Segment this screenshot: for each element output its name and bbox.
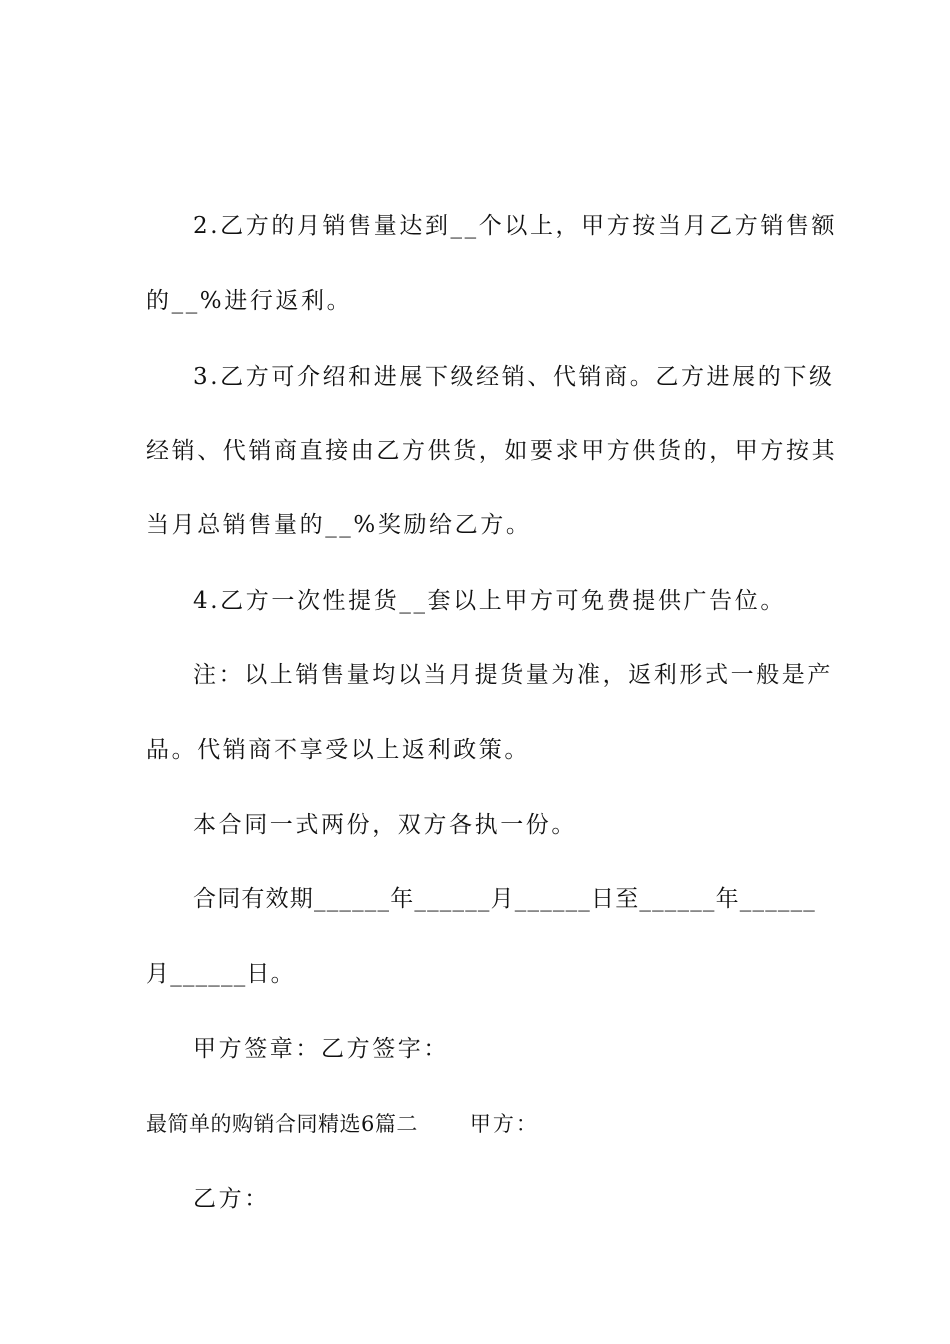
clause-3-line-2: 经销、代销商直接由乙方供货，如要求甲方供货的，甲方按其 [146,438,838,464]
party-a-label: 甲方： [469,1112,539,1136]
note-line-2: 品。代销商不享受以上返利政策。 [146,737,530,763]
validity-line-2: 月______日。 [146,961,295,987]
section-heading [146,1109,539,1139]
clause-3-line-3: 当月总销售量的__%奖励给乙方。 [146,512,532,538]
clause-2-line-2: 的__%进行返利。 [146,288,353,314]
copies-line: 本合同一式两份，双方各执一份。 [193,812,577,838]
note-line-1: 注：以上销售量均以当月提货量为准，返利形式一般是产 [193,662,833,688]
clause-2-line-1: 2.乙方的月销售量达到__个以上，甲方按当月乙方销售额 [193,213,838,239]
section-title: 最简单的购销合同精选6篇二 [146,1112,418,1136]
clause-3-line-1: 3.乙方可介绍和进展下级经销、代销商。乙方进展的下级 [193,364,835,390]
party-b-label: 乙方： [193,1186,270,1212]
clause-4-line: 4.乙方一次性提货__套以上甲方可免费提供广告位。 [193,588,786,614]
signature-line: 甲方签章：乙方签字： [193,1036,449,1062]
validity-line-1: 合同有效期______年______月______日至______年______ [193,886,816,912]
